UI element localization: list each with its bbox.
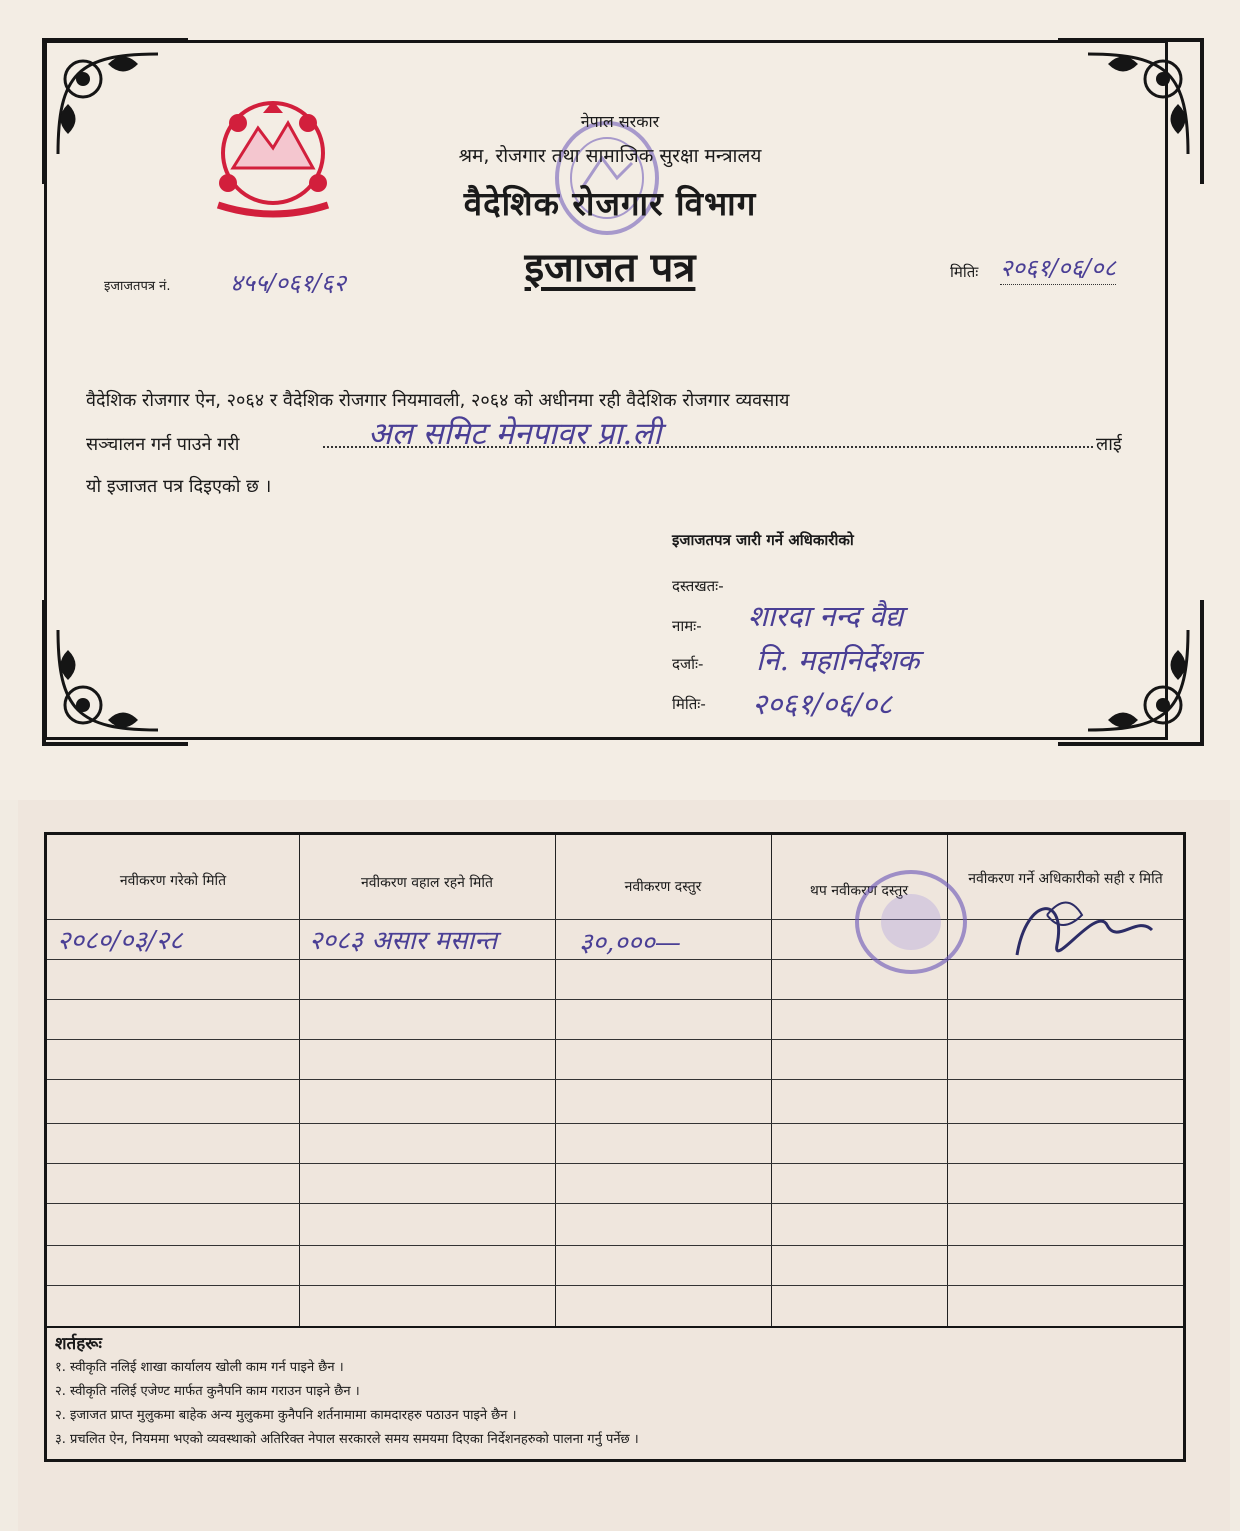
corner-ornament-icon bbox=[1048, 590, 1208, 750]
body-line-2-suffix: लाई bbox=[1096, 434, 1122, 455]
company-name: अल समिट मेनपावर प्रा.ली bbox=[368, 416, 662, 452]
row-divider bbox=[47, 1245, 1183, 1246]
document-title: इजाजत पत्र bbox=[524, 245, 696, 291]
renewal-table bbox=[44, 832, 1186, 1462]
row-divider bbox=[47, 1123, 1183, 1124]
term-item: २. इजाजत प्राप्त मुलुकमा बाहेक अन्य मुलुकमा कुनैपनि शर्तनामामा कामदारहरु पठाउन पाइने छैन । bbox=[55, 1408, 517, 1423]
row-divider bbox=[47, 1079, 1183, 1080]
ministry-name: श्रम, रोजगार तथा सामाजिक सुरक्षा मन्त्रालय bbox=[458, 145, 762, 167]
row-divider bbox=[47, 1039, 1183, 1040]
terms-heading: शर्तहरूः bbox=[55, 1334, 102, 1354]
issuer-heading: इजाजतपत्र जारी गर्ने अधिकारीको bbox=[672, 531, 854, 549]
issue-date-label: मितिः bbox=[950, 263, 979, 281]
term-item: ३. प्रचलित ऐन, नियममा भएको व्यवस्थाको अतिरिक्त नेपाल सरकारले समय समयमा दिएका निर्देशनहरुको पालना गर्नु पर्नेछ । bbox=[55, 1432, 639, 1447]
term-item: २. स्वीकृति नलिई एजेण्ट मार्फत कुनैपनि काम गराउन पाइने छैन । bbox=[55, 1384, 360, 1399]
column-divider bbox=[299, 835, 300, 1326]
table-cell: २०८०/०३/२८ bbox=[57, 926, 183, 956]
column-divider bbox=[555, 835, 556, 1326]
issuer-date-label: मितिः- bbox=[672, 695, 706, 713]
signature-scribble-icon bbox=[1007, 885, 1157, 975]
signature-label: दस्तखतः- bbox=[672, 577, 724, 595]
table-header: नवीकरण गरेको मिति bbox=[119, 873, 227, 889]
issue-date-value: २०६१/०६/०८ bbox=[1000, 251, 1116, 285]
table-header: नवीकरण वहाल रहने मिति bbox=[360, 875, 493, 891]
rank-value: नि. महानिर्देशक bbox=[756, 643, 920, 677]
row-divider bbox=[47, 1285, 1183, 1286]
table-header: नवीकरण गर्ने अधिकारीको सही र मिति bbox=[968, 871, 1163, 887]
table-header: थप नवीकरण दस्तुर bbox=[809, 883, 909, 899]
table-header: नवीकरण दस्तुर bbox=[624, 879, 702, 895]
body-line-2-prefix: सञ्चालन गर्न पाउने गरी bbox=[86, 434, 240, 455]
body-line-3: यो इजाजत पत्र दिइएको छ । bbox=[86, 476, 272, 497]
row-divider bbox=[47, 999, 1183, 1000]
rank-label: दर्जाः- bbox=[672, 655, 704, 673]
row-divider bbox=[47, 1203, 1183, 1204]
issuer-date-value: २०६१/०६/०८ bbox=[752, 687, 893, 721]
term-item: १. स्वीकृति नलिई शाखा कार्यालय खोली काम गर्न पाइने छैन । bbox=[55, 1360, 344, 1375]
name-label: नामः- bbox=[672, 617, 702, 635]
permit-number-value: ४५५/०६१/६२ bbox=[230, 269, 347, 297]
body-line-1: वैदेशिक रोजगार ऐन, २०६४ र वैदेशिक रोजगार नियमावली, २०६४ को अधीनमा रही वैदेशिक रोजगार व्यवसाय bbox=[86, 390, 790, 411]
name-value: शारदा नन्द वैद्य bbox=[748, 599, 904, 633]
row-divider bbox=[47, 1163, 1183, 1164]
row-divider bbox=[47, 1326, 1183, 1328]
table-cell: २०८३ असार मसान्त bbox=[309, 926, 498, 956]
government-name: नेपाल सरकार bbox=[580, 112, 660, 131]
department-name: वैदेशिक रोजगार विभाग bbox=[463, 184, 757, 223]
column-divider bbox=[771, 835, 772, 1326]
table-cell: ३०,०००— bbox=[579, 928, 681, 958]
corner-ornament-icon bbox=[38, 590, 198, 750]
permit-number-label: इजाजतपत्र नं. bbox=[104, 279, 171, 294]
department-stamp-icon bbox=[853, 867, 969, 977]
